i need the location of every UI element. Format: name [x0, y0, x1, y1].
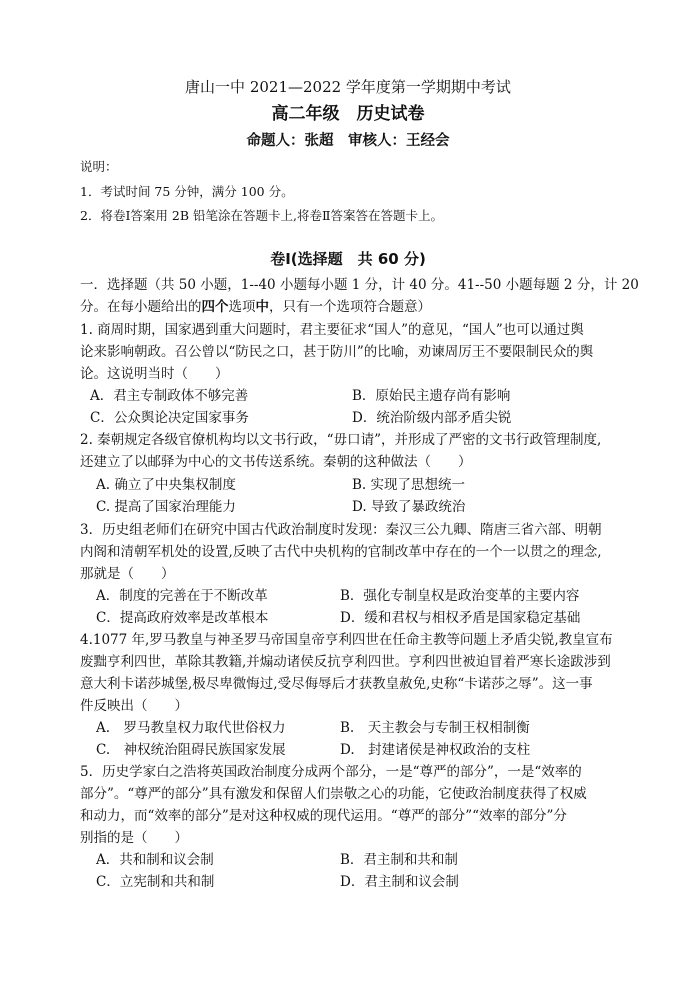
- question-1-option-c[interactable]: C．公众舆论决定国家事务: [90, 410, 249, 426]
- question-1-line: 论来影响朝政。召公曾以“防民之口，甚于防川”的比喻，劝谏周厉王不要限制民众的舆: [80, 344, 594, 360]
- question-3-option-c[interactable]: C．提高政府效率是改革根本: [96, 610, 269, 626]
- notes-label: 说明：: [80, 159, 118, 174]
- question-4-option-d[interactable]: D. 封建诸侯是神权政治的支柱: [340, 742, 531, 758]
- exam-authors: 命题人：张超 审核人：王经会: [246, 133, 450, 149]
- question-1-line: 论。这说明当时（ ）: [80, 366, 229, 382]
- question-4-line: 意大利卡诺莎城堡,极尽卑微悔过,受尽侮辱后才获教皇赦免,史称“卡诺莎之辱”。这一事: [80, 676, 593, 692]
- section-title: 卷Ⅰ(选择题 共 60 分): [270, 250, 426, 268]
- question-5-option-a[interactable]: A．共和制和议会制: [96, 852, 214, 868]
- question-4-line: 4.1077 年,罗马教皇与神圣罗马帝国皇帝亨利四世在任命主教等问题上矛盾尖锐,教皇宣布: [80, 632, 613, 648]
- question-4-option-c[interactable]: C. 神权统治阻碍民族国家发展: [96, 742, 286, 758]
- question-5-line: 部分”。“尊严的部分”具有激发和保留人们崇敬之心的功能，它使政治制度获得了权威: [80, 786, 587, 802]
- question-5-line: 5．历史学家白之浩将英国政治制度分成两个部分，一是“尊严的部分”，一是“效率的: [80, 764, 582, 780]
- exam-subtitle: 高二年级 历史试卷: [271, 104, 425, 124]
- question-3-line: 3．历史组老师们在研究中国古代政治制度时发现：秦汉三公九卿、隋唐三省六部、明朝: [80, 522, 602, 538]
- intro-text: 分。在每小题给出的: [80, 299, 202, 315]
- exam-title: 唐山一中 2021—2022 学年度第一学期期中考试: [185, 78, 511, 96]
- question-3-option-d[interactable]: D．缓和君权与相权矛盾是国家稳定基础: [340, 610, 581, 626]
- question-2-option-d[interactable]: D. 导致了暴政统治: [352, 499, 466, 515]
- question-4-line: 废黜亨利四世，革除其教籍,并煽动诸侯反抗亨利四世。亨利四世被迫冒着严寒长途跋涉到: [80, 654, 611, 670]
- question-3-option-b[interactable]: B．强化专制皇权是政治变革的主要内容: [340, 588, 580, 604]
- question-2-line: 还建立了以邮驿为中心的文书传送系统。秦朝的这种做法（ ）: [80, 454, 472, 470]
- question-3-line: 那就是（ ）: [80, 566, 175, 582]
- question-1-option-d[interactable]: D．统治阶级内部矛盾尖锐: [352, 410, 512, 426]
- question-2-option-c[interactable]: C. 提高了国家治理能力: [96, 499, 236, 515]
- question-5-option-d[interactable]: D．君主制和议会制: [340, 874, 459, 890]
- section-intro-line-1: 一．选择题（共 50 小题，1--40 小题每小题 1 分，计 40 分。41--50 小题每题 2 分，计 20: [80, 277, 639, 293]
- question-3-line: 内阁和清朝军机处的设置,反映了古代中央机构的官制改革中存在的一个一以贯之的理念,: [80, 544, 602, 560]
- intro-text: ，只有一个选项符合题意）: [269, 299, 431, 315]
- question-4-line: 件反映出（ ）: [80, 698, 188, 714]
- question-1-option-b[interactable]: B．原始民主遗存尚有影响: [352, 388, 511, 404]
- question-1-line: 1. 商周时期，国家遇到重大问题时，君主要征求“国人”的意见，“国人”也可以通过舆: [80, 322, 584, 338]
- question-2-line: 2. 秦朝规定各级官僚机构均以文书行政，“毋口请”，并形成了严密的文书行政管理制度,: [80, 432, 602, 448]
- intro-text: 选项: [228, 299, 256, 315]
- question-5-line: 别指的是（ ）: [80, 830, 188, 846]
- question-1-option-a[interactable]: A．君主专制政体不够完善: [90, 388, 249, 404]
- intro-emphasis: 四个: [201, 299, 229, 315]
- intro-emphasis: 中: [255, 299, 269, 315]
- question-5-option-c[interactable]: C．立宪制和共和制: [96, 874, 215, 890]
- question-3-option-a[interactable]: A．制度的完善在于不断改革: [96, 588, 268, 604]
- question-2-option-a[interactable]: A. 确立了中央集权制度: [96, 477, 236, 493]
- question-2-option-b[interactable]: B. 实现了思想统一: [352, 477, 466, 493]
- note-item-1: 1．考试时间 75 分钟，满分 100 分。: [80, 184, 294, 199]
- section-intro-line-2: [80, 297, 431, 317]
- question-5-option-b[interactable]: B．君主制和共和制: [340, 852, 458, 868]
- note-item-2: 2．将卷Ⅰ答案用 2B 铅笔涂在答题卡上,将卷Ⅱ答案答在答题卡上。: [80, 208, 443, 223]
- question-4-option-a[interactable]: A. 罗马教皇权力取代世俗权力: [96, 720, 286, 736]
- question-4-option-b[interactable]: B. 天主教会与专制王权相制衡: [340, 720, 530, 736]
- question-5-line: 和动力，而“效率的部分”是对这种权威的现代运用。“尊严的部分”“效率的部分”分: [80, 808, 567, 824]
